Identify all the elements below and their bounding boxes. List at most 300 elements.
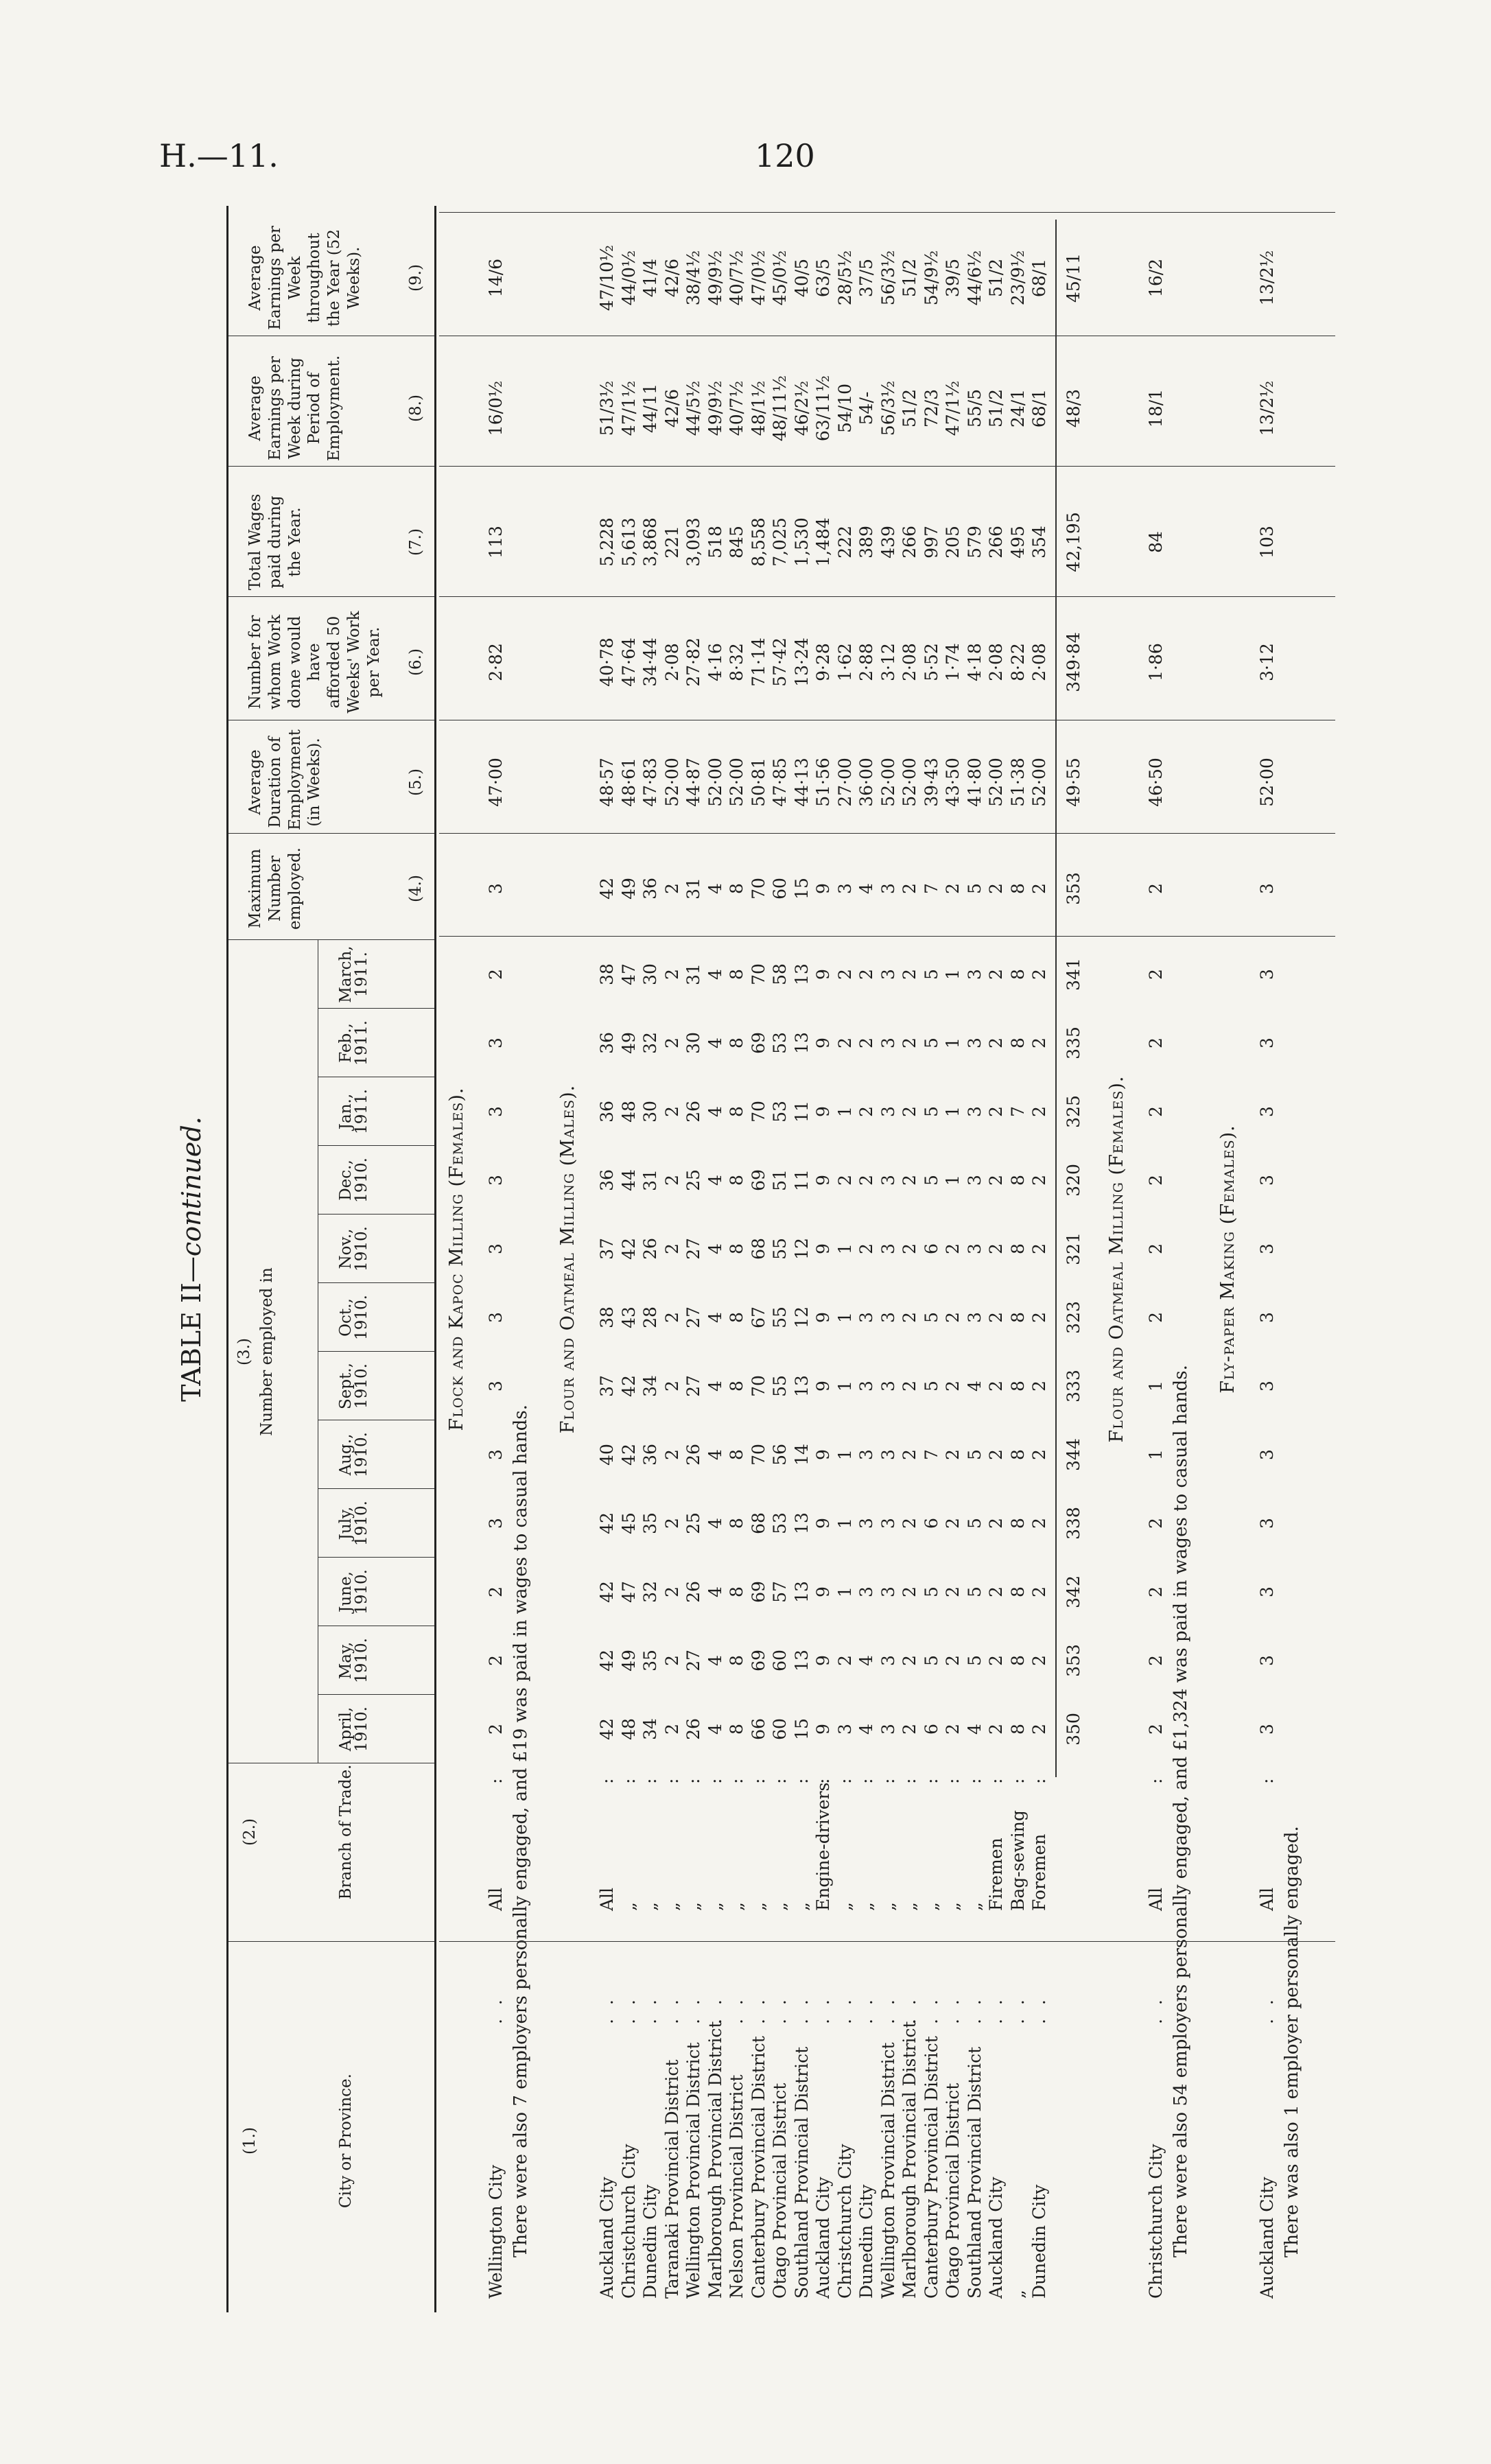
month-count: 3 xyxy=(486,1243,506,1254)
branch-name: „ xyxy=(618,1902,639,1911)
city-name: Christchurch City xyxy=(618,2144,639,2299)
stat-num50: 2·08 xyxy=(900,643,919,681)
stat-avg-dur: 52·00 xyxy=(900,758,919,807)
month-count: 2 xyxy=(661,1243,682,1254)
month-count: 2 xyxy=(856,1243,876,1254)
month-count: 2 xyxy=(1029,1175,1049,1186)
city-name: Wellington City xyxy=(486,2165,506,2299)
month-count: 3 xyxy=(1256,1175,1277,1186)
city-name: Christchurch City xyxy=(1145,2144,1166,2299)
stat-wages: 389 xyxy=(856,526,876,559)
stat-avg-dur: 51·56 xyxy=(813,758,833,807)
month-count: 27 xyxy=(683,1375,703,1397)
stat-avg-year: 38/4½ xyxy=(683,250,703,306)
col7-label: Total Wages paid during the Year. xyxy=(246,493,304,591)
stat-max: 15 xyxy=(791,878,812,900)
col3-label: Number employed in xyxy=(258,1267,276,1436)
stat-max: 4 xyxy=(856,883,876,894)
stat-wages: 8,558 xyxy=(748,517,768,567)
total-num50: 349·84 xyxy=(1063,632,1083,692)
branch-name: „ xyxy=(661,1902,682,1911)
stat-max: 8 xyxy=(1007,883,1028,894)
month-count: 2 xyxy=(661,1724,682,1735)
stat-avg-period: 48/11½ xyxy=(770,375,790,442)
leader-dots: . . xyxy=(486,1995,506,2024)
month-count: 3 xyxy=(486,1518,506,1529)
col3-number: (3.) xyxy=(235,1338,253,1365)
month-count: 2 xyxy=(986,1106,1006,1117)
month-count: 2 xyxy=(486,969,506,980)
month-total: 333 xyxy=(1063,1370,1083,1403)
month-header: Nov., 1910. xyxy=(337,1226,371,1271)
stat-avg-dur: 43·50 xyxy=(943,758,963,807)
month-count: 2 xyxy=(1145,969,1166,980)
stat-wages: 103 xyxy=(1256,526,1277,559)
leader-dots: : xyxy=(813,1774,833,1784)
stat-avg-period: 63/11½ xyxy=(813,375,833,442)
month-count: 25 xyxy=(683,1512,703,1534)
month-count: 4 xyxy=(856,1655,876,1666)
month-count: 2 xyxy=(661,1312,682,1323)
month-count: 2 xyxy=(900,1724,919,1735)
month-count: 13 xyxy=(791,1375,812,1397)
stat-num50: 13·24 xyxy=(791,637,812,687)
month-count: 2 xyxy=(486,1724,506,1735)
month-count: 2 xyxy=(1145,1175,1166,1186)
table-row xyxy=(987,206,1008,2312)
leader-dots: . . xyxy=(1007,1995,1028,2024)
stat-num50: 8·22 xyxy=(1007,643,1028,681)
leader-dots: . . xyxy=(1256,1995,1277,2024)
city-name: Auckland City xyxy=(986,2176,1006,2299)
month-count: 2 xyxy=(1029,1037,1049,1048)
leader-dots: : xyxy=(964,1774,985,1784)
stat-avg-year: 51/2 xyxy=(986,258,1006,298)
stat-avg-dur: 41·80 xyxy=(964,758,985,807)
month-count: 2 xyxy=(986,1312,1006,1323)
month-count: 2 xyxy=(661,1449,682,1460)
stat-num50: 2·08 xyxy=(986,643,1006,681)
month-count: 48 xyxy=(618,1101,639,1123)
stat-num50: 34·44 xyxy=(640,637,660,687)
month-total: 320 xyxy=(1063,1164,1083,1197)
month-count: 2 xyxy=(1029,1449,1049,1460)
month-count: 42 xyxy=(597,1718,617,1740)
month-count: 2 xyxy=(900,969,919,980)
month-count: 57 xyxy=(770,1581,790,1603)
column-rule xyxy=(228,833,434,834)
month-count: 44 xyxy=(618,1169,639,1191)
stat-wages: 3,868 xyxy=(640,517,660,567)
leader-dots: . . xyxy=(705,1995,725,2024)
total-max: 353 xyxy=(1063,872,1083,905)
month-count: 8 xyxy=(1007,1724,1028,1735)
stat-avg-dur: 52·00 xyxy=(1029,758,1049,807)
stat-wages: 845 xyxy=(727,526,747,559)
leader-dots: : xyxy=(705,1774,725,1784)
stat-max: 2 xyxy=(986,883,1006,894)
month-total: 342 xyxy=(1063,1575,1083,1608)
month-count: 60 xyxy=(770,1718,790,1740)
month-count: 1 xyxy=(1145,1381,1166,1392)
branch-name: „ xyxy=(705,1902,725,1911)
stat-num50: 9·28 xyxy=(813,643,833,681)
month-count: 1 xyxy=(943,969,963,980)
branch-name: „ xyxy=(791,1902,812,1911)
month-count: 8 xyxy=(727,1449,747,1460)
month-count: 3 xyxy=(486,1037,506,1048)
month-count: 53 xyxy=(770,1512,790,1534)
col1-number: (1.) xyxy=(241,2127,259,2155)
stat-avg-period: 46/2½ xyxy=(791,380,812,436)
leader-dots: : xyxy=(748,1774,768,1784)
section-note: There was also 1 employer personally engaged. xyxy=(1281,1826,1302,2257)
stat-avg-year: 23/9½ xyxy=(1007,250,1028,306)
month-count: 66 xyxy=(748,1718,768,1740)
stat-avg-period: 49/9½ xyxy=(705,380,725,436)
month-count: 42 xyxy=(618,1238,639,1260)
leader-dots: : xyxy=(856,1774,876,1784)
stat-avg-year: 14/6 xyxy=(486,258,506,298)
table-row xyxy=(750,206,771,2312)
stat-avg-dur: 48·61 xyxy=(618,758,639,807)
leader-dots: : xyxy=(1145,1774,1166,1784)
total-avg-year: 45/11 xyxy=(1063,253,1083,303)
stat-wages: 205 xyxy=(943,526,963,559)
stat-max: 7 xyxy=(921,883,941,894)
leader-dots: : xyxy=(727,1774,747,1784)
column-rule xyxy=(228,596,434,597)
stat-avg-dur: 39·43 xyxy=(921,758,941,807)
leader-dots: . . xyxy=(618,1995,639,2024)
month-count: 8 xyxy=(1007,1381,1028,1392)
month-count: 4 xyxy=(856,1724,876,1735)
month-count: 26 xyxy=(683,1101,703,1123)
month-count: 48 xyxy=(618,1718,639,1740)
table-row xyxy=(901,206,921,2312)
table-row xyxy=(620,206,641,2312)
month-header: Dec., 1910. xyxy=(337,1158,371,1203)
month-total: 353 xyxy=(1063,1644,1083,1677)
month-total: 321 xyxy=(1063,1232,1083,1265)
table-row xyxy=(1009,206,1030,2312)
city-name: Southland Provincial District xyxy=(964,2046,985,2299)
leader-dots: : xyxy=(921,1774,941,1784)
month-count: 9 xyxy=(813,1381,833,1392)
stat-avg-period: 40/7½ xyxy=(727,380,747,436)
month-count: 2 xyxy=(943,1518,963,1529)
month-count: 4 xyxy=(705,1037,725,1048)
month-count: 2 xyxy=(943,1243,963,1254)
stat-avg-dur: 50·81 xyxy=(748,758,768,807)
stat-num50: 1·74 xyxy=(943,643,963,681)
col5-number: (5.) xyxy=(407,768,425,796)
month-count: 2 xyxy=(986,1243,1006,1254)
stat-avg-period: 72/3 xyxy=(921,388,941,428)
month-count: 2 xyxy=(856,1037,876,1048)
month-count: 2 xyxy=(661,1175,682,1186)
month-count: 32 xyxy=(640,1032,660,1054)
stat-avg-period: 51/3½ xyxy=(597,380,617,436)
month-count: 53 xyxy=(770,1032,790,1054)
table-row xyxy=(598,206,619,2312)
month-count: 3 xyxy=(486,1175,506,1186)
stat-avg-dur: 52·00 xyxy=(705,758,725,807)
month-count: 2 xyxy=(900,1586,919,1597)
month-count: 2 xyxy=(661,1655,682,1666)
stat-avg-dur: 27·00 xyxy=(834,758,855,807)
stat-num50: 27·82 xyxy=(683,637,703,687)
stat-avg-period: 54/10 xyxy=(834,383,855,434)
stat-avg-year: 40/5 xyxy=(791,258,812,298)
month-count: 2 xyxy=(900,1037,919,1048)
table-row xyxy=(728,206,749,2312)
month-count: 27 xyxy=(683,1306,703,1328)
month-count: 3 xyxy=(1256,1312,1277,1323)
month-count: 43 xyxy=(618,1306,639,1328)
stat-wages: 354 xyxy=(1029,526,1049,559)
leader-dots: . . xyxy=(770,1995,790,2024)
month-count: 2 xyxy=(1145,1312,1166,1323)
stat-avg-year: 28/5½ xyxy=(834,250,855,306)
month-count: 36 xyxy=(597,1169,617,1191)
month-count: 3 xyxy=(1256,1037,1277,1048)
branch-name: „ xyxy=(964,1902,985,1911)
stat-avg-dur: 52·00 xyxy=(878,758,898,807)
month-count: 7 xyxy=(921,1449,941,1460)
month-count: 36 xyxy=(597,1101,617,1123)
month-count: 56 xyxy=(770,1444,790,1466)
stat-avg-period: 47/1½ xyxy=(618,380,639,436)
month-count: 8 xyxy=(727,1243,747,1254)
column-rule xyxy=(228,939,434,940)
month-count: 2 xyxy=(486,1655,506,1666)
month-count: 13 xyxy=(791,1581,812,1603)
stat-avg-year: 56/3½ xyxy=(878,250,898,306)
month-count: 4 xyxy=(705,969,725,980)
section-note: There were also 7 employers personally engaged, and £19 was paid in wages to casual hands. xyxy=(510,1404,531,2257)
month-count: 2 xyxy=(1029,1381,1049,1392)
city-name: Wellington Provincial District xyxy=(878,2042,898,2299)
month-count: 8 xyxy=(727,1175,747,1186)
leader-dots: . . xyxy=(878,1995,898,2024)
col1-label: City or Province. xyxy=(337,2074,355,2208)
month-count: 4 xyxy=(964,1724,985,1735)
month-count: 13 xyxy=(791,1650,812,1671)
month-count: 4 xyxy=(705,1106,725,1117)
month-count: 9 xyxy=(813,1518,833,1529)
month-count: 2 xyxy=(834,1175,855,1186)
month-count: 2 xyxy=(661,1037,682,1048)
month-count: 9 xyxy=(813,969,833,980)
total-avg-dur: 49·55 xyxy=(1063,758,1083,807)
month-count: 31 xyxy=(640,1169,660,1191)
month-count: 2 xyxy=(661,1106,682,1117)
month-header: April, 1910. xyxy=(337,1706,371,1752)
month-count: 3 xyxy=(856,1586,876,1597)
month-count: 26 xyxy=(683,1718,703,1740)
branch-name: „ xyxy=(683,1902,703,1911)
month-count: 5 xyxy=(964,1449,985,1460)
month-count: 2 xyxy=(900,1518,919,1529)
month-total: 344 xyxy=(1063,1438,1083,1471)
month-count: 2 xyxy=(986,1449,1006,1460)
page-number: 120 xyxy=(755,137,815,174)
stat-num50: 1·62 xyxy=(834,643,855,681)
month-count: 2 xyxy=(856,969,876,980)
col8-label: Average Earnings per Week during Period of Employment. xyxy=(246,355,343,462)
month-count: 8 xyxy=(1007,969,1028,980)
month-count: 2 xyxy=(943,1724,963,1735)
leader-dots: . . xyxy=(943,1995,963,2024)
stat-max: 4 xyxy=(705,883,725,894)
month-count: 1 xyxy=(834,1243,855,1254)
month-count: 37 xyxy=(597,1375,617,1397)
stat-wages: 266 xyxy=(900,526,919,559)
stat-avg-dur: 52·00 xyxy=(986,758,1006,807)
column-rule xyxy=(439,1941,1335,1942)
month-count: 69 xyxy=(748,1169,768,1191)
stat-max: 49 xyxy=(618,878,639,900)
month-count: 70 xyxy=(748,1444,768,1466)
month-count: 9 xyxy=(813,1724,833,1735)
month-count: 3 xyxy=(486,1381,506,1392)
page-header xyxy=(0,137,1491,192)
month-count: 9 xyxy=(813,1655,833,1666)
month-count: 69 xyxy=(748,1650,768,1671)
branch-name: „ xyxy=(727,1902,747,1911)
city-name: Canterbury Provincial District xyxy=(748,2036,768,2299)
stat-avg-period: 18/1 xyxy=(1145,388,1166,428)
month-count: 2 xyxy=(900,1243,919,1254)
month-count: 2 xyxy=(986,1586,1006,1597)
stat-max: 2 xyxy=(1145,883,1166,894)
leader-dots: . . xyxy=(597,1995,617,2024)
leader-dots: : xyxy=(834,1774,855,1784)
table-row xyxy=(707,206,727,2312)
stat-max: 31 xyxy=(683,878,703,900)
leader-dots: : xyxy=(1029,1774,1049,1784)
stat-avg-dur: 51·38 xyxy=(1007,758,1028,807)
month-count: 11 xyxy=(791,1169,812,1191)
month-count: 26 xyxy=(683,1581,703,1603)
month-count: 5 xyxy=(921,1106,941,1117)
stat-avg-year: 42/6 xyxy=(661,258,682,298)
month-count: 3 xyxy=(1256,969,1277,980)
stat-max: 3 xyxy=(834,883,855,894)
month-header: June, 1910. xyxy=(337,1569,371,1615)
column-rule xyxy=(318,1694,434,1695)
month-count: 8 xyxy=(1007,1312,1028,1323)
stat-num50: 1·86 xyxy=(1145,643,1166,681)
month-count: 8 xyxy=(727,1724,747,1735)
month-count: 8 xyxy=(727,1518,747,1529)
city-name: Auckland City xyxy=(813,2176,833,2299)
stat-avg-dur: 46·50 xyxy=(1145,758,1166,807)
month-count: 3 xyxy=(486,1312,506,1323)
month-count: 49 xyxy=(618,1032,639,1054)
month-count: 35 xyxy=(640,1512,660,1534)
month-count: 5 xyxy=(921,1655,941,1666)
leader-dots: . . xyxy=(900,1995,919,2024)
month-count: 38 xyxy=(597,963,617,985)
stat-wages: 1,530 xyxy=(791,517,812,567)
month-count: 2 xyxy=(1029,1655,1049,1666)
month-count: 28 xyxy=(640,1306,660,1328)
column-rule xyxy=(318,1214,434,1215)
month-count: 2 xyxy=(1029,1243,1049,1254)
month-count: 55 xyxy=(770,1375,790,1397)
stat-wages: 222 xyxy=(834,526,855,559)
month-count: 8 xyxy=(727,969,747,980)
leader-dots: : xyxy=(1256,1774,1277,1784)
stat-wages: 7,025 xyxy=(770,517,790,567)
leader-dots: . . xyxy=(964,1995,985,2024)
table-row xyxy=(793,206,814,2312)
city-name: Wellington Provincial District xyxy=(683,2042,703,2299)
stat-wages: 113 xyxy=(486,526,506,559)
stat-avg-dur: 47·00 xyxy=(486,758,506,807)
month-count: 3 xyxy=(1256,1655,1277,1666)
month-count: 2 xyxy=(986,1381,1006,1392)
month-count: 8 xyxy=(727,1312,747,1323)
month-count: 3 xyxy=(1256,1243,1277,1254)
stat-avg-period: 68/1 xyxy=(1029,388,1049,428)
month-count: 2 xyxy=(1145,1724,1166,1735)
branch-name: „ xyxy=(943,1902,963,1911)
month-count: 3 xyxy=(856,1449,876,1460)
month-count: 3 xyxy=(878,1518,898,1529)
city-name: Dunedin City xyxy=(856,2184,876,2299)
month-count: 4 xyxy=(705,1518,725,1529)
column-rule xyxy=(318,1008,434,1009)
month-count: 3 xyxy=(1256,1449,1277,1460)
month-count: 32 xyxy=(640,1581,660,1603)
stat-max: 9 xyxy=(813,883,833,894)
stat-wages: 518 xyxy=(705,526,725,559)
month-total: 341 xyxy=(1063,958,1083,991)
month-count: 2 xyxy=(1029,1106,1049,1117)
leader-dots: . . xyxy=(727,1995,747,2024)
stat-num50: 5·52 xyxy=(921,643,941,681)
column-rule xyxy=(439,833,1335,834)
month-count: 1 xyxy=(943,1037,963,1048)
col4-number: (4.) xyxy=(407,875,425,902)
month-count: 3 xyxy=(856,1312,876,1323)
branch-name: „ xyxy=(856,1902,876,1911)
stat-avg-year: 47/10½ xyxy=(597,244,617,312)
city-name: Auckland City xyxy=(1256,2176,1277,2299)
month-count: 8 xyxy=(1007,1586,1028,1597)
month-count: 3 xyxy=(1256,1586,1277,1597)
stat-avg-year: 37/5 xyxy=(856,258,876,298)
month-count: 6 xyxy=(921,1243,941,1254)
section-note: There were also 54 employers personally engaged, and £1,324 was paid in wages to casual hands. xyxy=(1170,1365,1191,2257)
stat-wages: 5,228 xyxy=(597,517,617,567)
month-count: 30 xyxy=(640,963,660,985)
month-count: 1 xyxy=(834,1518,855,1529)
leader-dots: : xyxy=(943,1774,963,1784)
stat-max: 8 xyxy=(727,883,747,894)
stat-avg-dur: 47·83 xyxy=(640,758,660,807)
stat-max: 42 xyxy=(597,878,617,900)
month-count: 5 xyxy=(921,969,941,980)
col6-label: Number for whom Work done would have afforded 50 Weeks' Work per Year. xyxy=(246,611,383,714)
city-name: Dunedin City xyxy=(1029,2184,1049,2299)
stat-num50: 3·12 xyxy=(1256,643,1277,681)
stat-wages: 5,613 xyxy=(618,517,639,567)
month-count: 2 xyxy=(1029,1586,1049,1597)
